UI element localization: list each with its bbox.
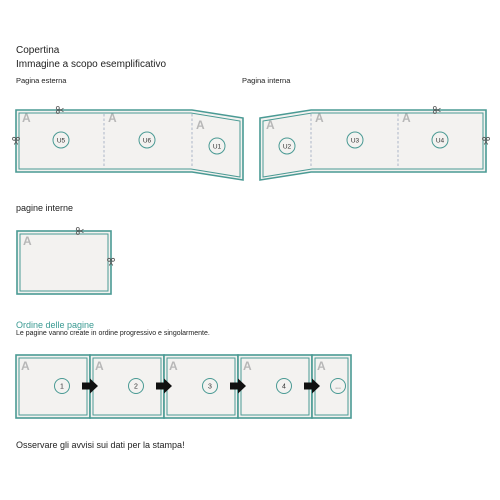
page-marker: A	[315, 111, 324, 125]
panel-label-u2: U2	[282, 143, 292, 151]
cover-inner-diagram	[260, 107, 490, 181]
panel-label-u5: U5	[56, 137, 66, 145]
page-number: 4	[282, 383, 286, 391]
inner-page-label: Pagina interna	[242, 76, 291, 85]
order-title: Ordine delle pagine	[16, 320, 95, 330]
page-marker: A	[108, 111, 117, 125]
panel-label-u6: U6	[142, 137, 152, 145]
page-marker: A	[95, 359, 104, 373]
inner-pages-title: pagine interne	[16, 203, 74, 213]
panel-label-u4: U4	[435, 137, 445, 145]
page-marker: A	[402, 111, 411, 125]
page-number: 3	[208, 383, 212, 391]
page-marker: A	[243, 359, 252, 373]
page-number: 2	[134, 383, 138, 391]
cover-subtitle: Immagine a scopo esemplificativo	[16, 59, 167, 70]
page-marker: A	[317, 359, 326, 373]
outer-page-label: Pagina esterna	[16, 76, 67, 85]
page-order-diagram	[16, 355, 351, 418]
inner-page-diagram	[17, 228, 115, 295]
page-number: ...	[335, 383, 341, 391]
page-marker: A	[21, 359, 30, 373]
page-marker: A	[22, 111, 31, 125]
page-marker: A	[169, 359, 178, 373]
order-description: Le pagine vanno create in ordine progressivo e singolarmente.	[16, 330, 210, 337]
page-marker: A	[23, 234, 32, 248]
panel-label-u1: U1	[212, 143, 222, 151]
page-marker: A	[266, 118, 275, 132]
cover-outer-diagram	[13, 107, 244, 181]
print-warning: Osservare gli avvisi sui dati per la stampa!	[16, 440, 185, 450]
cover-title: Copertina	[16, 45, 60, 56]
page-marker: A	[196, 118, 205, 132]
panel-label-u3: U3	[350, 137, 360, 145]
page-number: 1	[60, 383, 64, 391]
